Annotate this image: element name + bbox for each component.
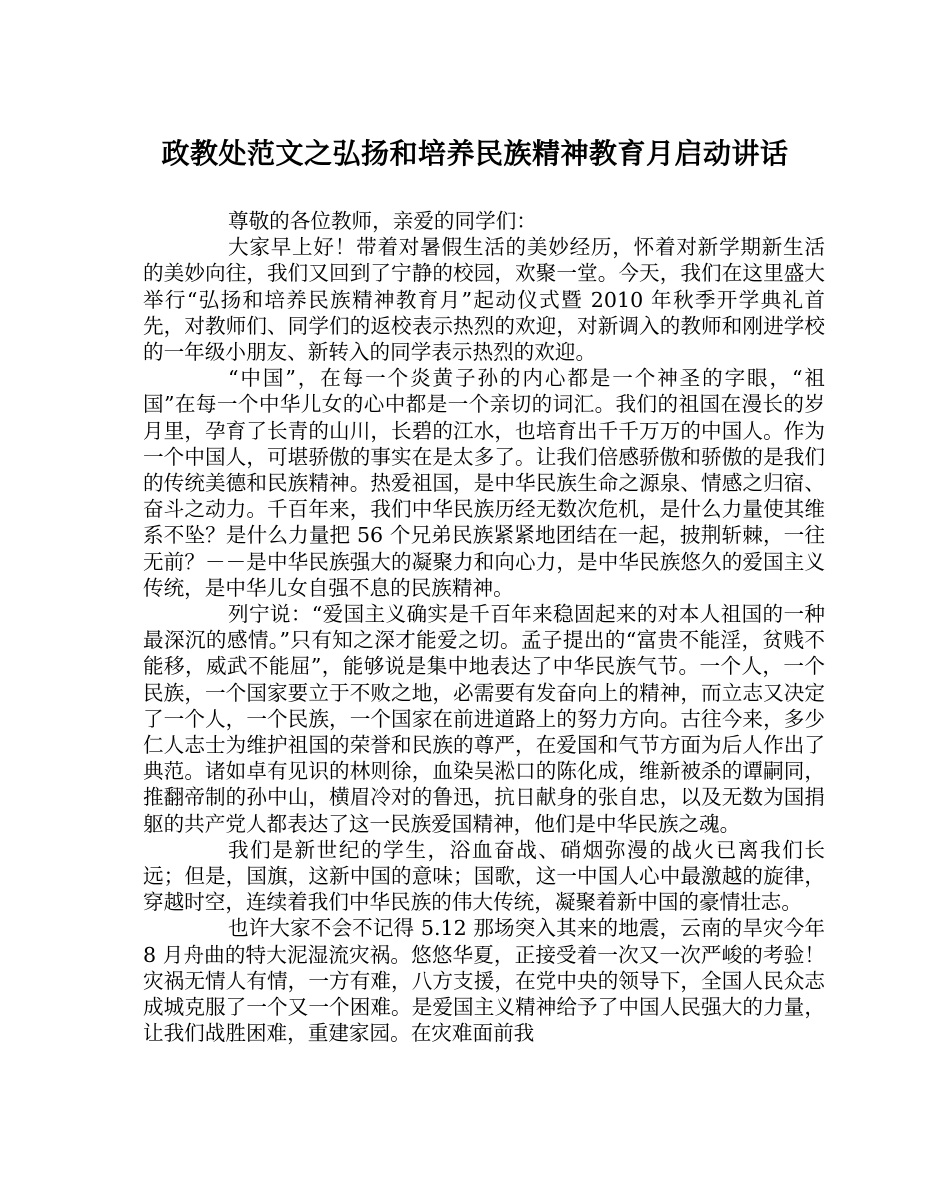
body-paragraph-5: 也许大家不会不记得 5.12 那场突入其来的地震，云南的旱灾今年 8 月舟曲的特大泥湿流灾祸。悠悠华夏，正接受着一次又一次严峻的考验！灾祸无情人有情，一方有难，八方支援，在党中央的领导下，全国人民众志成城克服了一个又一个困难。是爱国主义精神给予了中国人民强大的力量，让我们战胜困难，重建家园。在灾难面前我: [143, 916, 825, 1046]
body-paragraph-4: 我们是新世纪的学生，浴血奋战、硝烟弥漫的战火已离我们长远；但是，国旗，这新中国的意味；国歌，这一中国人心中最激越的旋律，穿越时空，连续着我们中华民族的伟大传统，凝聚着新中国的豪情壮志。: [143, 837, 825, 915]
body-paragraph-3: 列宁说：“爱国主义确实是千百年来稳固起来的对本人祖国的一种最深沉的感情。”只有知之深才能爱之切。孟子提出的“富贵不能淫，贫贱不能移，威武不能屈”，能够说是集中地表达了中华民族气节。一个人，一个民族，一个国家要立于不败之地，必需要有发奋向上的精神，而立志又决定了一个人，一个民族，一个国家在前进道路上的努力方向。古往今来，多少仁人志士为维护祖国的荣誉和民族的尊严，在爱国和气节方面为后人作出了典范。诸如卓有见识的林则徐，血染吴淞口的陈化成，维新被杀的谭嗣同，推翻帝制的孙中山，横眉冷对的鲁迅，抗日献身的张自忠，以及无数为国捐躯的共产党人都表达了这一民族爱国精神，他们是中华民族之魂。: [143, 602, 825, 836]
body-paragraph-2: “中国”，在每一个炎黄子孙的内心都是一个神圣的字眼，“祖国”在每一个中华儿女的心中都是一个亲切的词汇。我们的祖国在漫长的岁月里，孕育了长青的山川，长碧的江水，也培育出千千万万的中国人。作为一个中国人，可堪骄傲的事实在是太多了。让我们倍感骄傲和骄傲的是我们的传统美德和民族精神。热爱祖国，是中华民族生命之源泉、情感之归宿、奋斗之动力。千百年来，我们中华民族历经无数次危机，是什么力量使其维系不坠？是什么力量把 56 个兄弟民族紧紧地团结在一起，披荆斩棘，一往无前？－－是中华民族强大的凝聚力和向心力，是中华民族悠久的爱国主义传统，是中华儿女自强不息的民族精神。: [143, 366, 825, 600]
salutation-paragraph: 尊敬的各位教师，亲爱的同学们：: [228, 209, 537, 233]
document-body: [143, 208, 825, 1047]
document-title: 政教处范文之弘扬和培养民族精神教育月启动讲话: [161, 137, 789, 170]
body-paragraph-1: 大家早上好！带着对暑假生活的美妙经历，怀着对新学期新生活的美妙向往，我们又回到了宁静的校园，欢聚一堂。今天，我们在这里盛大举行“弘扬和培养民族精神教育月”起动仪式暨 2010 年秋季开学典礼首先，对教师们、同学们的返校表示热烈的欢迎，对新调入的教师和刚进学校的一年级小朋友、新转入的同学表示热烈的欢迎。: [143, 235, 825, 365]
